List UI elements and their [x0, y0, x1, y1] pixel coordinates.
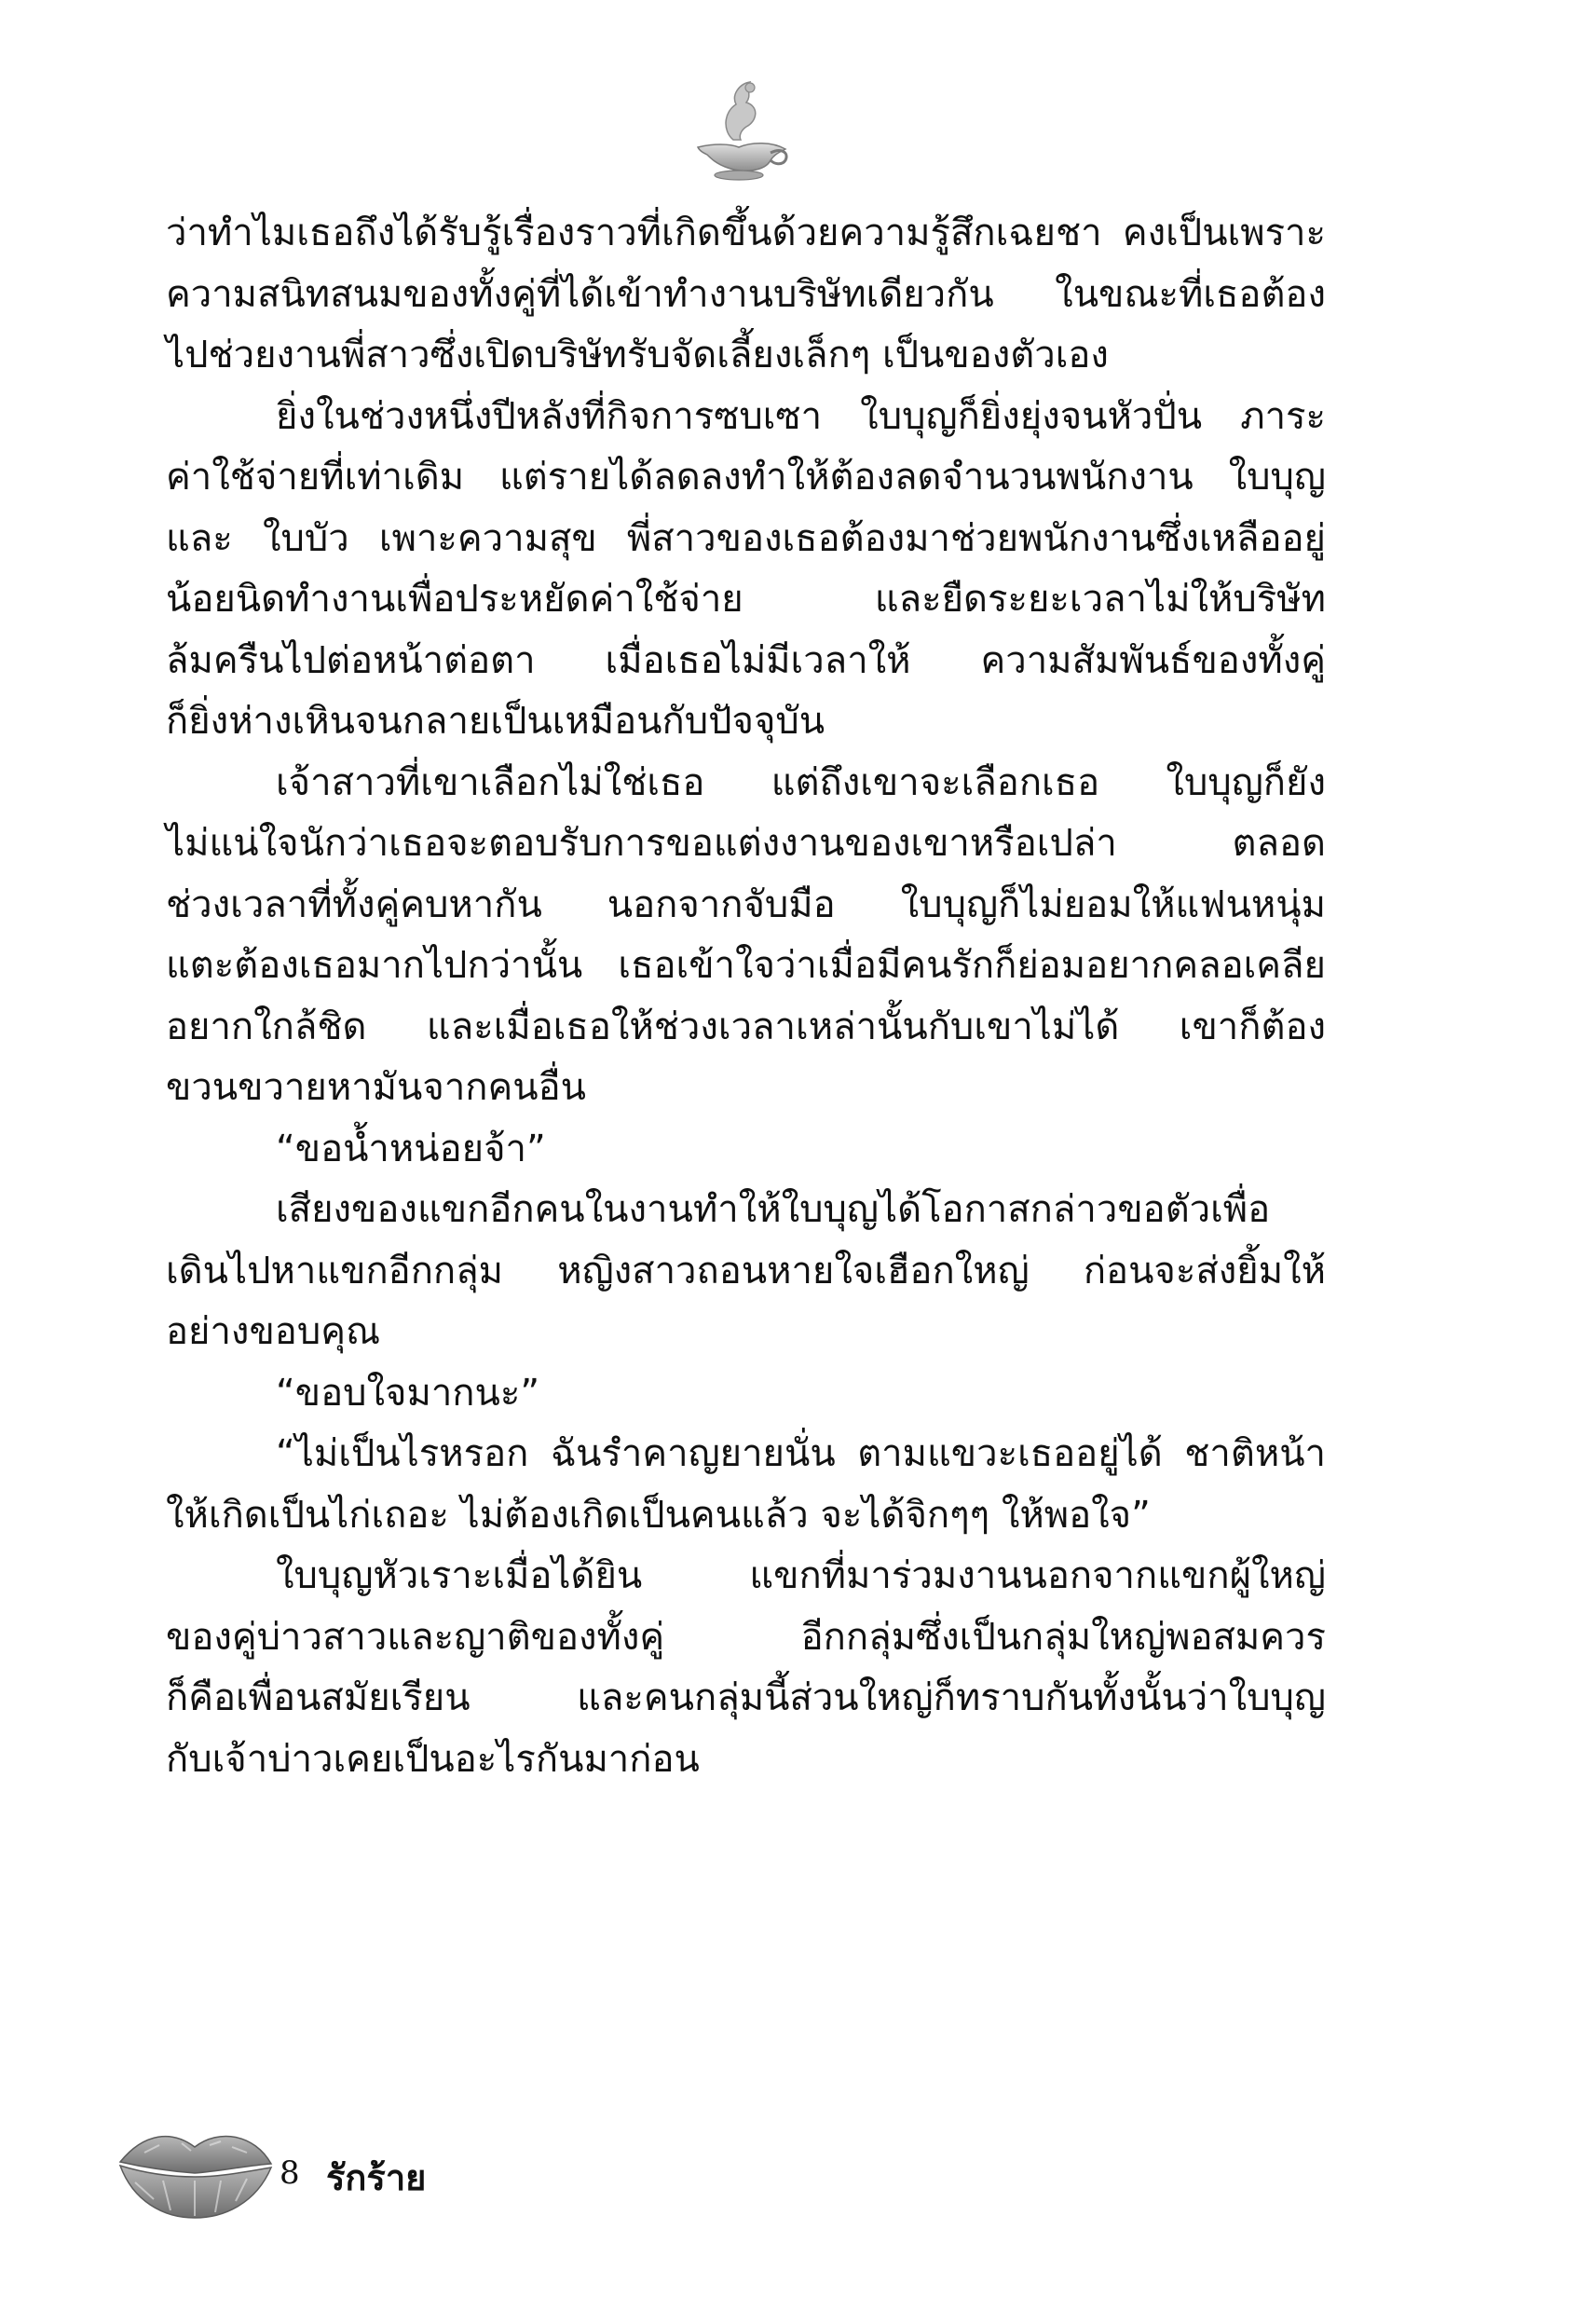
- text-line: “ขอน้ำหน่อยจ้า”: [276, 1127, 546, 1170]
- text-line: แตะต้องเธอมากไปกว่านั้น เธอเข้าใจว่าเมื่อมีคนรักก็ย่อมอยากคลอเคลีย: [166, 944, 1326, 987]
- text-line: ความสนิทสนมของทั้งคู่ที่ได้เข้าทำงานบริษัทเดียวกัน ในขณะที่เธอต้อง: [166, 272, 1326, 316]
- page-body: [166, 203, 1326, 1790]
- text-line: อย่างขอบคุณ: [166, 1310, 381, 1353]
- text-line: ใบบุญหัวเราะเมื่อได้ยิน แขกที่มาร่วมงานนอกจากแขกผู้ใหญ่: [276, 1554, 1326, 1597]
- paragraph: [166, 203, 1326, 387]
- page-footer: [116, 2125, 601, 2236]
- text-line: ไปช่วยงานพี่สาวซึ่งเปิดบริษัทรับจัดเลี้ยงเล็กๆ เป็นของตัวเอง: [166, 334, 1109, 376]
- text-line: ให้เกิดเป็นไก่เถอะ ไม่ต้องเกิดเป็นคนแล้ว จะได้จิกๆๆ ให้พอใจ”: [166, 1493, 1151, 1537]
- genie-lamp-icon: [685, 75, 797, 186]
- text-line: ขวนขวายหามันจากคนอื่น: [166, 1066, 586, 1109]
- paragraph: [166, 1363, 1326, 1425]
- paragraph: [166, 1180, 1326, 1363]
- paragraph: [166, 387, 1326, 753]
- book-title: รักร้าย: [326, 2157, 427, 2198]
- text-line: อยากใกล้ชิด และเมื่อเธอให้ช่วงเวลาเหล่านั้นกับเขาไม่ได้ เขาก็ต้อง: [166, 1005, 1326, 1048]
- text-line: เดินไปหาแขกอีกกลุ่ม หญิงสาวถอนหายใจเฮือกใหญ่ ก่อนจะส่งยิ้มให้: [166, 1249, 1326, 1292]
- text-line: ค่าใช้จ่ายที่เท่าเดิม แต่รายได้ลดลงทำให้ต้องลดจำนวนพนักงาน ใบบุญ: [166, 456, 1326, 499]
- text-line: ก็ยิ่งห่างเหินจนกลายเป็นเหมือนกับปัจจุบัน: [166, 700, 825, 743]
- text-line: เจ้าสาวที่เขาเลือกไม่ใช่เธอ แต่ถึงเขาจะเลือกเธอ ใบบุญก็ยัง: [276, 760, 1326, 804]
- text-line: “ขอบใจมากนะ”: [276, 1371, 540, 1415]
- lips-icon: [116, 2125, 275, 2222]
- text-line: ล้มครืนไปต่อหน้าต่อตา เมื่อเธอไม่มีเวลาให้ ความสัมพันธ์ของทั้งคู่: [166, 638, 1326, 682]
- text-line: น้อยนิดทำงานเพื่อประหยัดค่าใช้จ่าย และยืดระยะเวลาไม่ให้บริษัท: [166, 578, 1326, 621]
- text-line: ของคู่บ่าวสาวและญาติของทั้งคู่ อีกกลุ่มซึ่งเป็นกลุ่มใหญ่พอสมควร: [166, 1615, 1326, 1659]
- text-line: กับเจ้าบ่าวเคยเป็นอะไรกันมาก่อน: [166, 1737, 700, 1781]
- page-number: 8: [280, 2154, 300, 2192]
- paragraph: [166, 1546, 1326, 1790]
- text-line: ก็คือเพื่อนสมัยเรียน และคนกลุ่มนี้ส่วนใหญ่ก็ทราบกันทั้งนั้นว่าใบบุญ: [166, 1676, 1326, 1719]
- text-line: และ ใบบัว เพาะความสุข พี่สาวของเธอต้องมาช่วยพนักงานซึ่งเหลืออยู่: [166, 516, 1326, 560]
- text-line: เสียงของแขกอีกคนในงานทำให้ใบบุญได้โอกาสกล่าวขอตัวเพื่อ: [276, 1188, 1271, 1231]
- text-line: ช่วงเวลาที่ทั้งคู่คบหากัน นอกจากจับมือ ใบบุญก็ไม่ยอมให้แฟนหนุ่ม: [166, 882, 1326, 926]
- paragraph: [166, 1424, 1326, 1546]
- text-line: “ไม่เป็นไรหรอก ฉันรำคาญยายนั่น ตามแขวะเธออยู่ได้ ชาติหน้า: [276, 1432, 1326, 1475]
- paragraph: [166, 753, 1326, 1119]
- text-line: ไม่แน่ใจนักว่าเธอจะตอบรับการขอแต่งงานของเขาหรือเปล่า ตลอด: [166, 822, 1326, 865]
- paragraph: [166, 1119, 1326, 1181]
- text-line: ยิ่งในช่วงหนึ่งปีหลังที่กิจการซบเซา ใบบุญก็ยิ่งยุ่งจนหัวปั่น ภาระ: [276, 394, 1326, 438]
- text-line: ว่าทำไมเธอถึงได้รับรู้เรื่องราวที่เกิดขึ้นด้วยความรู้สึกเฉยชา คงเป็นเพราะ: [166, 212, 1326, 254]
